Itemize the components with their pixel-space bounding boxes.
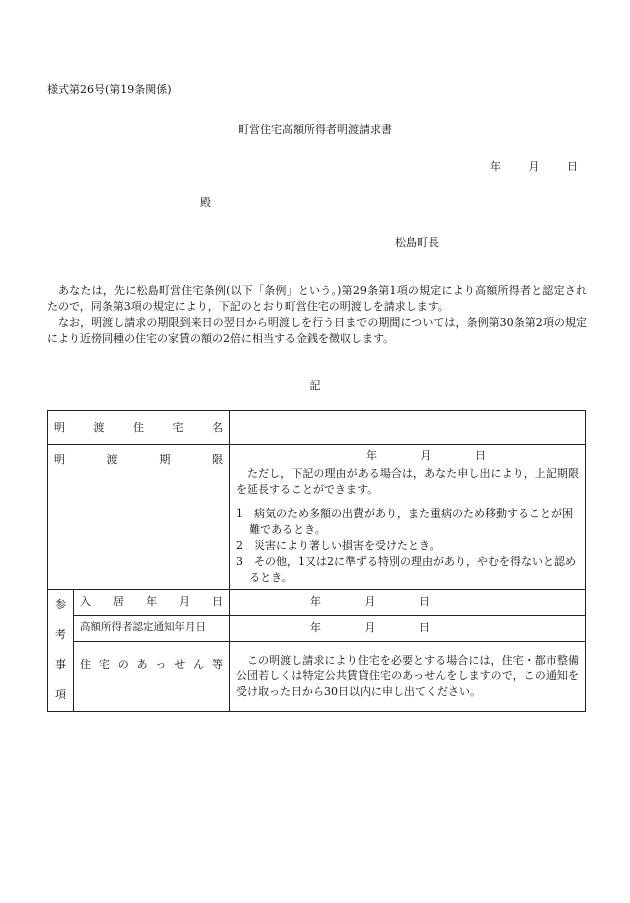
table-row bbox=[48, 589, 586, 615]
table-row bbox=[48, 445, 586, 590]
date-year: 年 bbox=[490, 160, 501, 173]
request-table bbox=[47, 410, 586, 712]
date-line bbox=[490, 159, 578, 175]
reason-list bbox=[236, 506, 579, 586]
reference-side-label: 参 考 事 項 bbox=[48, 589, 74, 711]
form-number: 様式第26号(第19条関係) bbox=[47, 83, 172, 96]
body-paragraph-2: なお，明渡し請求の期限到来日の翌日から明渡しを行う日までの期間については，条例第30条第2項の規定により近傍同種の住宅の家賃の額の2倍に相当する金銭を徴収します。 bbox=[47, 315, 587, 345]
deadline-month: 月 bbox=[420, 449, 432, 462]
deadline-note: ただし，下記の理由がある場合は，あなた申し出により，上記期限を延長することができます。 bbox=[236, 466, 579, 496]
notice-date: 年 月 日 bbox=[310, 621, 430, 635]
housing-referral-text: この明渡し請求により住宅を必要とする場合には，住宅・都市整備公団若しくは特定公共賃貸住宅のあっせんをしますので，この通知を受け取った日から30日以内に申し出てください。 bbox=[236, 653, 579, 699]
list-item: 1 病気のため多額の出費があり，また重病のため移動することが困難であるとき。 bbox=[236, 506, 573, 536]
ki-label: 記 bbox=[309, 379, 321, 392]
date-day: 日 bbox=[567, 160, 578, 173]
label-housing-referral: 住宅のあっせん等 bbox=[80, 657, 223, 671]
document-title: 町営住宅高額所得者明渡請求書 bbox=[238, 123, 392, 136]
label-move-in-date: 入居年月日 bbox=[80, 595, 223, 609]
list-item: 3 その他，1又は2に準ずる特別の理由があり，やむを得ないと認めるとき。 bbox=[236, 554, 576, 584]
table-row bbox=[48, 641, 586, 711]
deadline-year: 年 bbox=[366, 449, 377, 462]
deadline-day: 日 bbox=[475, 449, 486, 462]
issuer-name: 松島町長 bbox=[395, 236, 439, 249]
date-month: 月 bbox=[528, 160, 540, 173]
list-item: 2 災害により著しい損害を受けたとき。 bbox=[236, 538, 441, 552]
body-paragraph-1: あなたは，先に松島町営住宅条例(以下「条例」という。)第29条第1項の規定により高額所得者と認定されたので，同条第3項の規定により，下記のとおり町営住宅の明渡しを請求します。 bbox=[47, 284, 587, 313]
vacate-house-value bbox=[230, 411, 586, 445]
body-text bbox=[47, 283, 587, 347]
label-notice-date: 高額所得者認定通知年月日 bbox=[80, 621, 206, 634]
label-vacate-house: 明渡住宅名 bbox=[54, 420, 223, 434]
label-vacate-deadline: 明渡期限 bbox=[54, 453, 223, 466]
table-row bbox=[48, 411, 586, 445]
addressee-suffix: 殿 bbox=[200, 196, 211, 209]
move-in-date: 年 月 日 bbox=[310, 595, 430, 609]
table-row bbox=[48, 615, 586, 641]
deadline-date bbox=[236, 448, 579, 464]
